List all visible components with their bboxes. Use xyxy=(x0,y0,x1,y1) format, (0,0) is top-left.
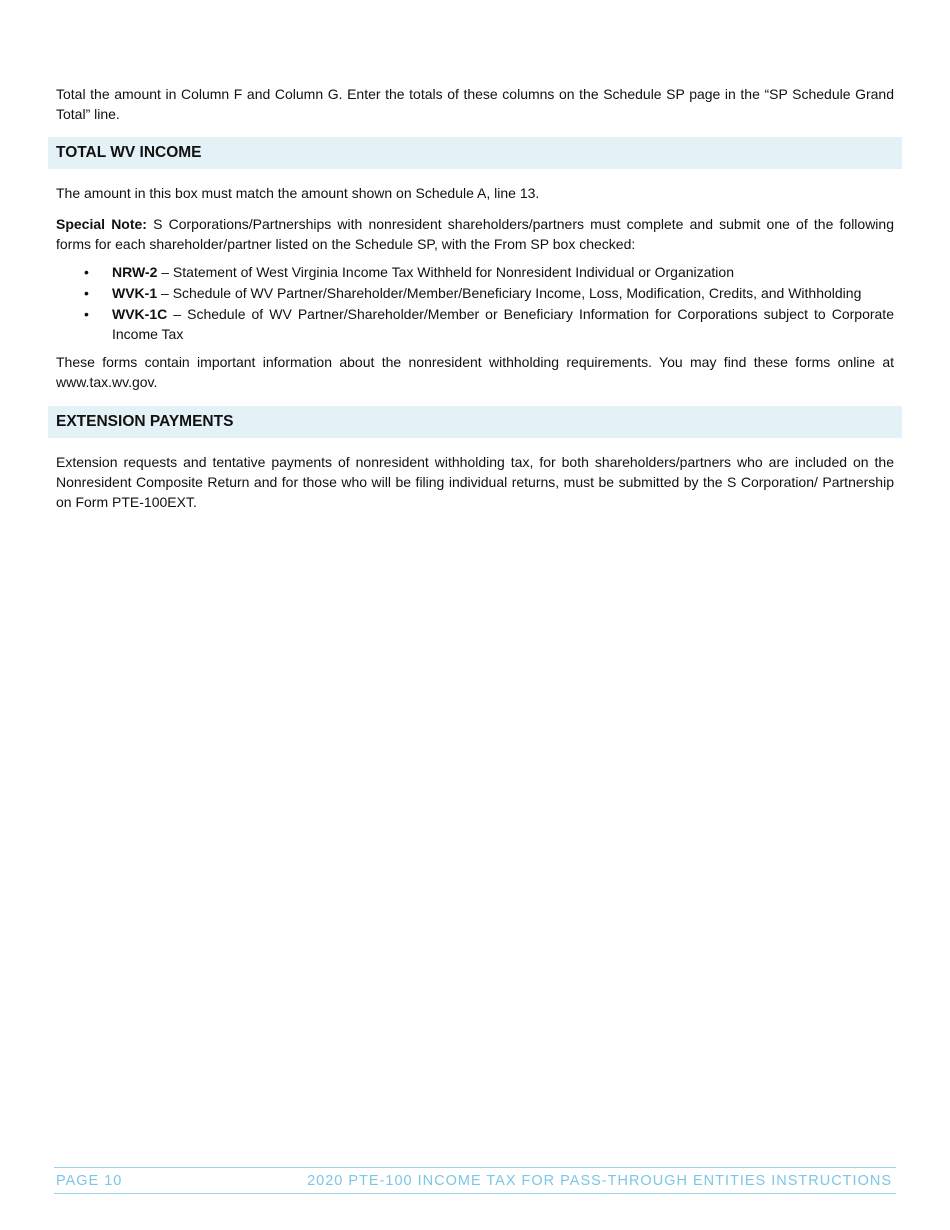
required-forms-list xyxy=(56,262,894,344)
list-item xyxy=(56,304,894,344)
bullet-icon: • xyxy=(84,285,89,301)
form-description: – Schedule of WV Partner/Shareholder/Member or Beneficiary Information for Corporations subject to Corporate Income Tax xyxy=(112,306,894,342)
section-heading-extension-payments: EXTENSION PAYMENTS xyxy=(48,406,902,438)
footer-page-number: PAGE 10 xyxy=(56,1173,123,1189)
total-wv-income-match-text: The amount in this box must match the amount shown on Schedule A, line 13. xyxy=(56,185,540,201)
forms-info-paragraph: These forms contain important information about the nonresident withholding requirements. You may find these forms online at www.tax.wv.gov. xyxy=(56,354,894,390)
special-note-label: Special Note: xyxy=(56,216,147,232)
form-code: NRW-2 xyxy=(112,264,158,280)
bullet-icon: • xyxy=(84,306,89,322)
intro-paragraph: Total the amount in Column F and Column G. Enter the totals of these columns on the Schedule SP page in the “SP Schedule Grand Total” line. xyxy=(56,86,894,122)
form-description: – Statement of West Virginia Income Tax Withheld for Nonresident Individual or Organization xyxy=(157,264,734,280)
form-code: WVK-1C xyxy=(112,306,168,322)
list-item xyxy=(56,262,894,282)
form-code: WVK-1 xyxy=(112,285,158,301)
form-description: – Schedule of WV Partner/Shareholder/Member/Beneficiary Income, Loss, Modification, Credits, and Withholding xyxy=(157,285,862,301)
footer-top-rule xyxy=(54,1167,896,1168)
bullet-icon: • xyxy=(84,264,89,280)
extension-payments-paragraph: Extension requests and tentative payments of nonresident withholding tax, for both shareholders/partners who are included on the Nonresident Composite Return and for those who will be filing individual returns, must be submitted by the S Corporation/ Partnership on Form PTE-100EXT. xyxy=(56,454,894,510)
page-content xyxy=(56,84,894,512)
special-note-paragraph xyxy=(56,214,894,254)
section-heading-total-wv-income: TOTAL WV INCOME xyxy=(48,137,902,169)
list-item xyxy=(56,283,894,303)
footer-document-title: 2020 PTE-100 INCOME TAX FOR PASS-THROUGH ENTITIES INSTRUCTIONS xyxy=(307,1173,892,1189)
special-note-text: S Corporations/Partnerships with nonresident shareholders/partners must complete and submit one of the following forms for each shareholder/partner listed on the Schedule SP, with the From SP box checked: xyxy=(56,216,894,252)
footer-bottom-rule xyxy=(54,1193,896,1194)
